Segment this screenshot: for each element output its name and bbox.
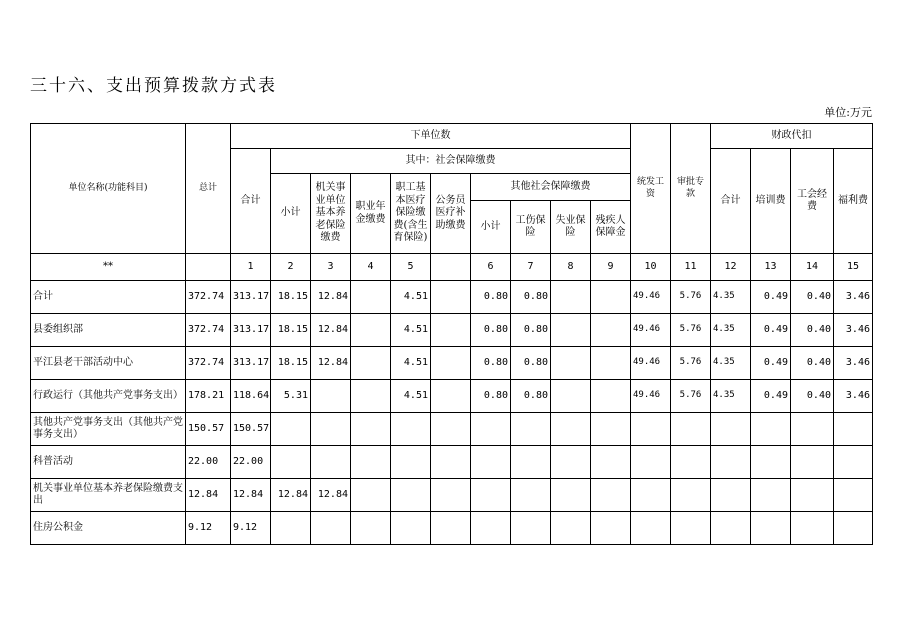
header-qita: 其他社会保障缴费 <box>471 174 631 201</box>
index-cell: 13 <box>751 254 791 281</box>
cell-value: 49.46 <box>631 380 671 413</box>
row-name: 其他共产党事务支出（其他共产党事务支出） <box>31 413 186 446</box>
cell-value <box>631 512 671 545</box>
cell-value: 0.40 <box>791 380 834 413</box>
cell-value: 0.80 <box>511 281 551 314</box>
header-total: 总计 <box>186 124 231 254</box>
cell-value: 12.84 <box>311 281 351 314</box>
cell-value <box>591 446 631 479</box>
cell-value <box>311 413 351 446</box>
cell-value: 0.80 <box>511 347 551 380</box>
cell-value: 12.84 <box>231 479 271 512</box>
cell-value <box>671 446 711 479</box>
cell-value: 0.49 <box>751 347 791 380</box>
cell-value: 12.84 <box>311 347 351 380</box>
cell-value: 0.80 <box>511 314 551 347</box>
header-xiaoji: 小计 <box>271 174 311 254</box>
cell-value: 12.84 <box>311 314 351 347</box>
header-caizheng: 财政代扣 <box>711 124 873 149</box>
cell-value: 49.46 <box>631 347 671 380</box>
cell-value: 4.35 <box>711 380 751 413</box>
cell-value <box>351 413 391 446</box>
cell-value <box>591 347 631 380</box>
table-row <box>31 512 873 545</box>
cell-value: 150.57 <box>231 413 271 446</box>
cell-value: 5.76 <box>671 380 711 413</box>
cell-value: 4.35 <box>711 281 751 314</box>
cell-value <box>351 281 391 314</box>
cell-value: 313.17 <box>231 314 271 347</box>
cell-value: 4.35 <box>711 347 751 380</box>
cell-value <box>551 314 591 347</box>
cell-value <box>631 446 671 479</box>
cell-value <box>834 413 873 446</box>
cell-value <box>671 512 711 545</box>
cell-value: 18.15 <box>271 281 311 314</box>
cell-value: 3.46 <box>834 281 873 314</box>
cell-value: 118.64 <box>231 380 271 413</box>
header-name-col: 单位名称(功能科目) <box>31 124 186 254</box>
header-tongfa: 统发工资 <box>631 124 671 254</box>
cell-value: 0.80 <box>511 380 551 413</box>
cell-value: 0.80 <box>471 380 511 413</box>
cell-value: 0.40 <box>791 314 834 347</box>
index-cell: 9 <box>591 254 631 281</box>
cell-value: 22.00 <box>231 446 271 479</box>
row-name: 住房公积金 <box>31 512 186 545</box>
index-cell: 7 <box>511 254 551 281</box>
cell-value <box>351 446 391 479</box>
cell-value: 3.46 <box>834 380 873 413</box>
table-row <box>31 314 873 347</box>
cell-value <box>431 479 471 512</box>
cell-value <box>631 413 671 446</box>
cell-value <box>791 479 834 512</box>
cell-value <box>591 479 631 512</box>
cell-value: 178.21 <box>186 380 231 413</box>
cell-value: 49.46 <box>631 314 671 347</box>
header-zhiye: 职业年金缴费 <box>351 174 391 254</box>
cell-value <box>591 314 631 347</box>
cell-value: 372.74 <box>186 347 231 380</box>
cell-value: 0.49 <box>751 380 791 413</box>
cell-value: 12.84 <box>311 479 351 512</box>
cell-value <box>431 380 471 413</box>
cell-value <box>711 446 751 479</box>
index-cell: 12 <box>711 254 751 281</box>
cell-value: 4.51 <box>391 347 431 380</box>
cell-value <box>471 446 511 479</box>
row-name: 科普活动 <box>31 446 186 479</box>
cell-value <box>591 380 631 413</box>
row-name: 县委组织部 <box>31 314 186 347</box>
index-row <box>31 254 873 281</box>
cell-value: 0.80 <box>471 347 511 380</box>
index-cell: 6 <box>471 254 511 281</box>
cell-value: 372.74 <box>186 314 231 347</box>
cell-value <box>791 512 834 545</box>
cell-value <box>431 314 471 347</box>
cell-value <box>551 380 591 413</box>
cell-value: 372.74 <box>186 281 231 314</box>
cell-value <box>391 479 431 512</box>
cell-value <box>431 281 471 314</box>
index-cell <box>186 254 231 281</box>
index-cell: 8 <box>551 254 591 281</box>
index-cell: 3 <box>311 254 351 281</box>
cell-value: 313.17 <box>231 281 271 314</box>
cell-value <box>391 512 431 545</box>
cell-value <box>511 446 551 479</box>
cell-value <box>751 512 791 545</box>
cell-value <box>271 446 311 479</box>
row-name: 平江县老干部活动中心 <box>31 347 186 380</box>
header-gonghui: 工会经费 <box>791 149 834 254</box>
cell-value <box>551 479 591 512</box>
cell-value: 150.57 <box>186 413 231 446</box>
table-row <box>31 413 873 446</box>
cell-value <box>351 347 391 380</box>
cell-value <box>791 446 834 479</box>
cell-value <box>271 512 311 545</box>
index-cell: 2 <box>271 254 311 281</box>
cell-value <box>751 479 791 512</box>
cell-value: 4.51 <box>391 380 431 413</box>
table-row <box>31 479 873 512</box>
page-title: 三十六、支出预算拨款方式表 <box>30 76 277 96</box>
header-zhigong: 职工基本医疗保险缴费(含生育保险) <box>391 174 431 254</box>
header-gongwuyuan: 公务员医疗补助缴费 <box>431 174 471 254</box>
header-xiadanwei: 下单位数 <box>231 124 631 149</box>
header-heji: 合计 <box>231 149 271 254</box>
cell-value <box>511 479 551 512</box>
header-fuli: 福利费 <box>834 149 873 254</box>
cell-value: 3.46 <box>834 347 873 380</box>
row-name: 合计 <box>31 281 186 314</box>
table-row <box>31 380 873 413</box>
index-cell: 14 <box>791 254 834 281</box>
cell-value: 22.00 <box>186 446 231 479</box>
cell-value: 0.49 <box>751 281 791 314</box>
cell-value: 5.76 <box>671 314 711 347</box>
cell-value <box>311 512 351 545</box>
cell-value <box>431 446 471 479</box>
cell-value <box>631 479 671 512</box>
header-cz-heji: 合计 <box>711 149 751 254</box>
cell-value <box>551 281 591 314</box>
cell-value <box>751 446 791 479</box>
cell-value <box>711 479 751 512</box>
index-cell: 5 <box>391 254 431 281</box>
header-qizhong: 其中：社会保障缴费 <box>271 149 631 174</box>
cell-value <box>471 413 511 446</box>
cell-value: 18.15 <box>271 314 311 347</box>
cell-value: 12.84 <box>271 479 311 512</box>
index-cell: 10 <box>631 254 671 281</box>
header-canji: 残疾人保障金 <box>591 201 631 254</box>
cell-value <box>551 446 591 479</box>
cell-value <box>591 413 631 446</box>
header-jiguan: 机关事业单位基本养老保险缴费 <box>311 174 351 254</box>
cell-value: 0.49 <box>751 314 791 347</box>
cell-value <box>511 413 551 446</box>
cell-value <box>671 479 711 512</box>
row-name: 行政运行（其他共产党事务支出） <box>31 380 186 413</box>
cell-value: 0.80 <box>471 281 511 314</box>
cell-value <box>671 413 711 446</box>
cell-value <box>311 446 351 479</box>
cell-value: 9.12 <box>186 512 231 545</box>
cell-value: 4.35 <box>711 314 751 347</box>
header-qita-xiaoji: 小计 <box>471 201 511 254</box>
cell-value <box>834 479 873 512</box>
cell-value <box>351 380 391 413</box>
cell-value: 49.46 <box>631 281 671 314</box>
cell-value <box>391 413 431 446</box>
cell-value: 0.40 <box>791 281 834 314</box>
cell-value <box>351 512 391 545</box>
cell-value <box>551 413 591 446</box>
cell-value <box>431 512 471 545</box>
header-peixun: 培训费 <box>751 149 791 254</box>
index-cell: 1 <box>231 254 271 281</box>
header-shenpi: 审批专款 <box>671 124 711 254</box>
cell-value <box>391 446 431 479</box>
header-gongshang: 工伤保险 <box>511 201 551 254</box>
cell-value <box>511 512 551 545</box>
index-label: ** <box>31 254 186 281</box>
cell-value: 9.12 <box>231 512 271 545</box>
cell-value: 4.51 <box>391 314 431 347</box>
header-shiye: 失业保险 <box>551 201 591 254</box>
row-name: 机关事业单位基本养老保险缴费支出 <box>31 479 186 512</box>
cell-value <box>834 512 873 545</box>
table-row <box>31 446 873 479</box>
cell-value <box>711 413 751 446</box>
cell-value: 313.17 <box>231 347 271 380</box>
unit-label: 单位:万元 <box>824 106 872 119</box>
cell-value <box>271 413 311 446</box>
index-cell: 11 <box>671 254 711 281</box>
cell-value: 12.84 <box>186 479 231 512</box>
cell-value <box>591 512 631 545</box>
cell-value: 4.51 <box>391 281 431 314</box>
cell-value: 5.76 <box>671 347 711 380</box>
cell-value <box>711 512 751 545</box>
cell-value: 18.15 <box>271 347 311 380</box>
cell-value <box>351 314 391 347</box>
cell-value <box>551 347 591 380</box>
cell-value <box>551 512 591 545</box>
index-cell: 4 <box>351 254 391 281</box>
index-cell: 15 <box>834 254 873 281</box>
table-row <box>31 281 873 314</box>
cell-value: 0.40 <box>791 347 834 380</box>
cell-value: 5.31 <box>271 380 311 413</box>
cell-value: 5.76 <box>671 281 711 314</box>
cell-value <box>751 413 791 446</box>
budget-table <box>30 123 873 545</box>
index-cell <box>431 254 471 281</box>
cell-value <box>471 512 511 545</box>
cell-value <box>591 281 631 314</box>
cell-value: 3.46 <box>834 314 873 347</box>
cell-value <box>431 347 471 380</box>
cell-value <box>791 413 834 446</box>
cell-value <box>834 446 873 479</box>
table-row <box>31 347 873 380</box>
cell-value <box>351 479 391 512</box>
cell-value <box>471 479 511 512</box>
cell-value <box>311 380 351 413</box>
cell-value: 0.80 <box>471 314 511 347</box>
cell-value <box>431 413 471 446</box>
